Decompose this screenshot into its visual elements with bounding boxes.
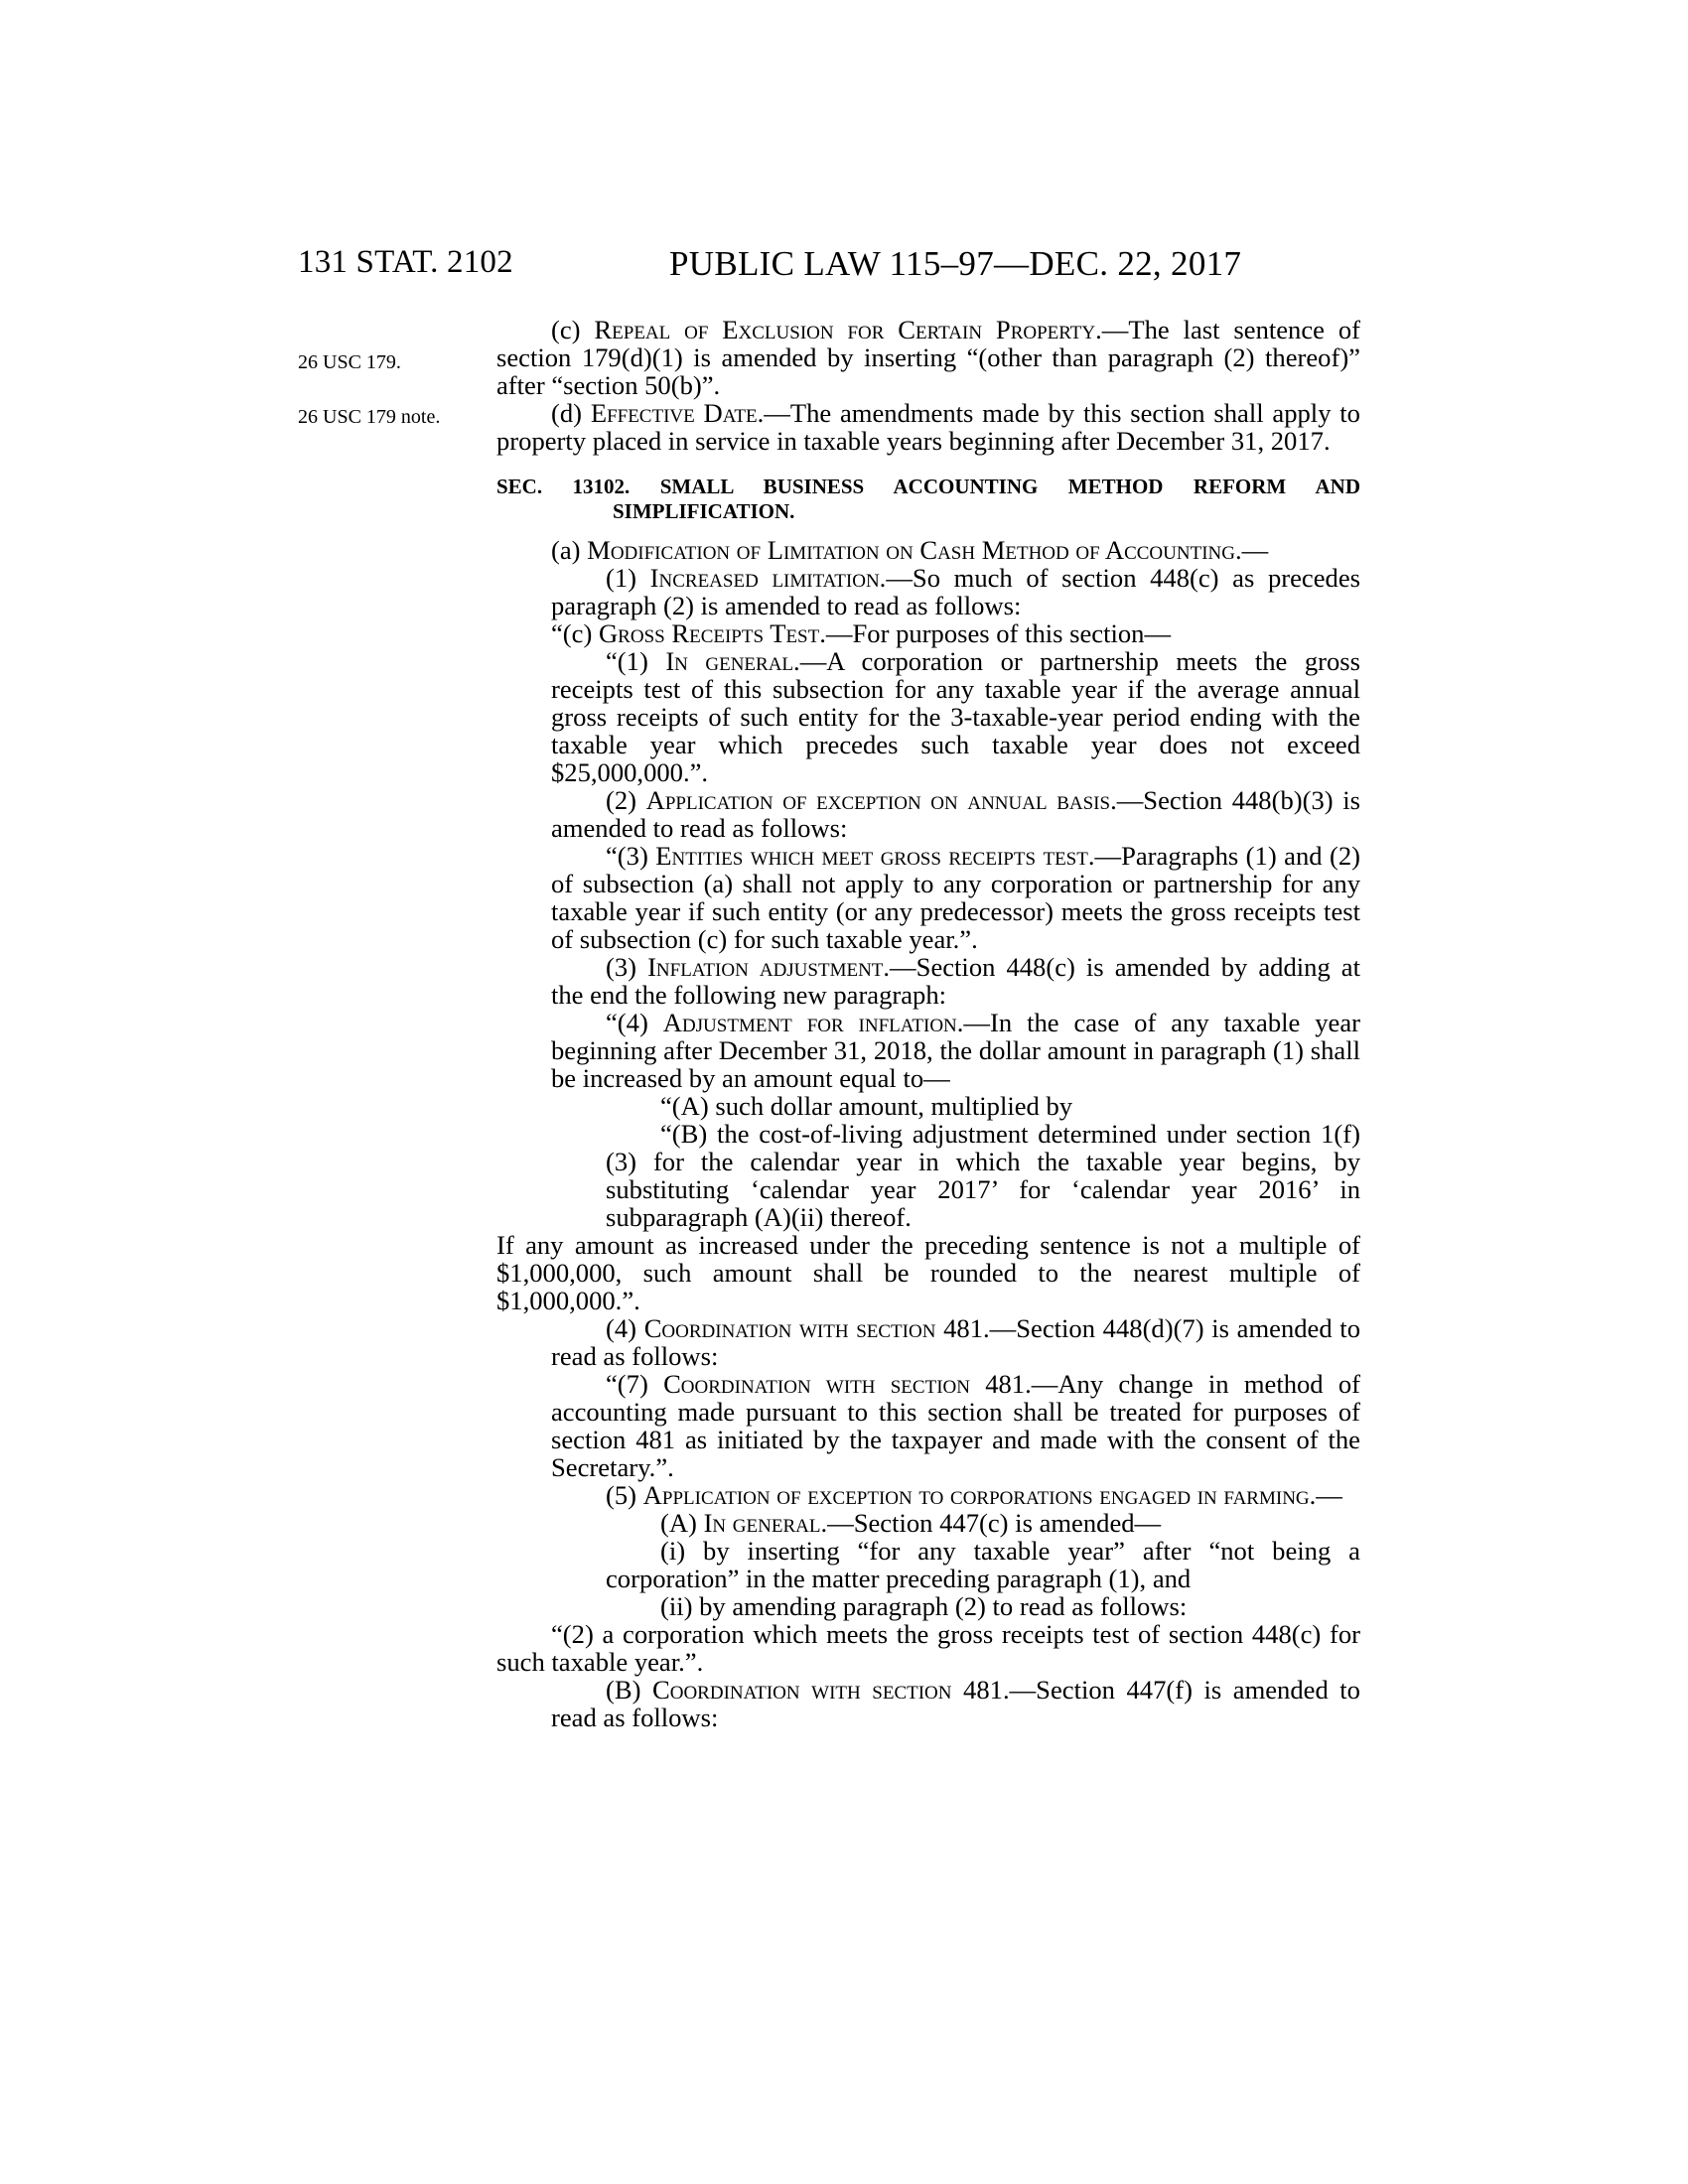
paragraph-5: (5) Application of exception to corporations engaged in farming.— — [606, 1480, 1342, 1510]
quoted-paragraph-7: “(7) Coordination with section 481.—Any change in method of accounting made pursuant to this section shall be treated for purposes of section 481 as initiated by the taxpayer and made with the consent of the Secretary.”. — [551, 1369, 1360, 1482]
subsection-a: (a) Modification of Limitation on Cash Method of Accounting.— — [551, 535, 1269, 565]
quoted-heading: Entities which meet gross receipts test — [655, 841, 1088, 871]
quoted-paragraph-2: “(2) a corporation which meets the gross receipts test of section 448(c) for such taxable year.”. — [496, 1619, 1360, 1677]
paragraph-heading: Coordination with section 481 — [643, 1313, 983, 1343]
margin-note-citation: 26 USC 179. — [298, 351, 401, 373]
subparagraph-heading: In general — [703, 1508, 821, 1538]
running-head-title: PUBLIC LAW 115–97—DEC. 22, 2017 — [669, 244, 1242, 283]
section-heading: SEC. 13102. SMALL BUSINESS ACCOUNTING METHOD REFORM AND SIMPLIFICATION. — [496, 475, 1360, 523]
paragraph-heading: Application of exception to corporations engaged in farming — [642, 1480, 1310, 1510]
stat-page-number: 131 STAT. 2102 — [298, 244, 513, 280]
quoted-heading: Coordination with section 481 — [663, 1369, 1026, 1399]
paragraph-heading: Inflation adjustment — [647, 952, 884, 982]
subsection-c: (c) Repeal of Exclusion for Certain Property.—The last sentence of section 179(d)(1) is amended by inserting “(other than paragraph (2) thereof)” after “section 50(b)”. — [496, 315, 1360, 400]
running-header — [298, 244, 1380, 292]
paragraph-2: (2) Application of exception on annual basis.—Section 448(b)(3) is amended to read as follows: — [551, 785, 1360, 843]
subparagraph-a: (A) In general.—Section 447(c) is amended— — [660, 1508, 1162, 1538]
subparagraph-heading: Coordination with section 481 — [652, 1675, 1003, 1705]
subsection-heading: Repeal of Exclusion for Certain Property — [594, 315, 1096, 344]
quoted-heading: Gross Receipts Test — [598, 618, 820, 648]
quoted-heading: Adjustment for inflation — [662, 1008, 957, 1037]
subsection-d: (d) Effective Date.—The amendments made by this section shall apply to property placed in service in taxable years beginning after December 31, 2017. — [496, 398, 1360, 456]
paragraph-heading: Increased limitation — [649, 563, 880, 593]
subsection-heading: Modification of Limitation on Cash Method of Accounting — [587, 535, 1235, 565]
paragraph-3: (3) Inflation adjustment.—Section 448(c) is amended by adding at the end the following new paragraph: — [551, 952, 1360, 1010]
clause-ii: (ii) by amending paragraph (2) to read as follows: — [660, 1591, 1188, 1621]
quoted-paragraph-4: “(4) Adjustment for inflation.—In the case of any taxable year beginning after December 31, 2018, the dollar amount in paragraph (1) shall be increased by an amount equal to— — [551, 1008, 1360, 1093]
quoted-subparagraph-a: “(A) such dollar amount, multiplied by — [660, 1091, 1073, 1121]
quoted-subsection-c: “(c) Gross Receipts Test.—For purposes of this section— — [551, 618, 1172, 648]
paragraph-4: (4) Coordination with section 481.—Section 448(d)(7) is amended to read as follows: — [551, 1313, 1360, 1371]
quoted-subparagraph-b: “(B) the cost-of-living adjustment determined under section 1(f)(3) for the calendar year in which the taxable year begins, by substituting ‘calendar year 2017’ for ‘calendar year 2016’ in subparagraph (A)(ii) thereof. — [606, 1119, 1360, 1232]
quoted-paragraph-3: “(3) Entities which meet gross receipts test.—Paragraphs (1) and (2) of subsection (a) shall not apply to any corporation or partnership for any taxable year if such entity (or any predecessor) meets the gross receipts test of subsection (c) for such taxable year.”. — [551, 841, 1360, 954]
clause-i: (i) by inserting “for any taxable year” after “not being a corporation” in the matter preceding paragraph (1), and — [606, 1536, 1360, 1593]
subparagraph-b: (B) Coordination with section 481.—Section 447(f) is amended to read as follows: — [551, 1675, 1360, 1732]
subsection-heading: Effective Date — [590, 398, 758, 428]
quoted-flush-text: If any amount as increased under the preceding sentence is not a multiple of $1,000,000, such amount shall be rounded to the nearest multiple of $1,000,000.”. — [496, 1230, 1360, 1315]
quoted-heading: In general — [665, 646, 794, 676]
margin-note-citation-note: 26 USC 179 note. — [298, 406, 441, 428]
paragraph-heading: Application of exception on annual basis — [645, 785, 1111, 815]
paragraph-1: (1) Increased limitation.—So much of section 448(c) as precedes paragraph (2) is amended to read as follows: — [551, 563, 1360, 620]
statute-text — [496, 316, 1360, 1731]
quoted-paragraph-1: “(1) In general.—A corporation or partnership meets the gross receipts test of this subsection for any taxable year if the average annual gross receipts of such entity for the 3-taxable-year period ending with the taxable year which precedes such taxable year does not exceed $25,000,000.”. — [551, 646, 1361, 787]
